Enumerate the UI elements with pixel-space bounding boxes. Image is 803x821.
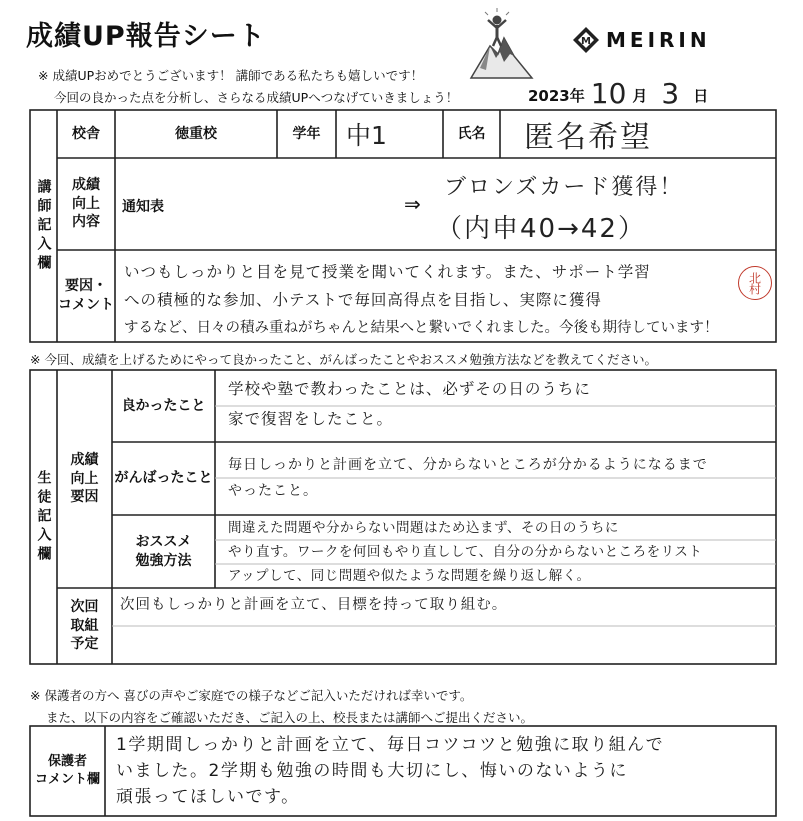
year-label: 2023年 xyxy=(528,87,585,105)
guardian-comment xyxy=(116,732,664,810)
method-label: おススメ 勉強方法 xyxy=(135,533,192,569)
teacher-comment xyxy=(124,258,719,342)
student-name-value: 匿名希望 xyxy=(524,120,652,155)
teacher-comment-line: いつもしっかりと目を見て授業を聞いてくれます。また、サポート学習 xyxy=(124,263,651,281)
effort-answer-line: やったこと。 xyxy=(228,483,318,499)
improve-label: 成績 向上 内容 xyxy=(72,176,100,231)
brand-name: MEIRIN xyxy=(606,28,711,52)
guardian-note-2: また、以下の内容をご確認いただき、ご記入の上、校長または講師へご提出ください。 xyxy=(46,710,534,725)
student-note: ※ 今回、成績を上げるためにやって良かったこと、がんばったことやおススメ勉強方法などを教えてください。 xyxy=(30,352,657,367)
grade-value: 中1 xyxy=(346,121,387,150)
next-plan-label: 次回 取組 予定 xyxy=(70,598,99,653)
month-value: 10 xyxy=(590,77,627,110)
method-answer-line: アップして、同じ問題や似たような問題を繰り返し解く。 xyxy=(228,568,591,584)
teacher-comment-line: への積極的な参加、小テストで毎回高得点を目指し、実際に獲得 xyxy=(124,291,602,309)
guardian-comment-label: 保護者 コメント欄 xyxy=(34,754,100,787)
guardian-comment-line: 1学期間しっかりと計画を立て、毎日コツコツと勉強に取り組んで xyxy=(116,735,665,755)
school-value: 徳重校 xyxy=(175,125,217,142)
grade-label: 学年 xyxy=(292,125,321,142)
day-value: 3 xyxy=(661,77,680,110)
header-note-2: 今回の良かった点を分析し、さらなる成績UPへつなげていきましょう！ xyxy=(54,90,459,105)
effort-label: がんばったこと xyxy=(114,470,213,487)
good-answer xyxy=(228,374,591,434)
improve-detail: （内申40→42） xyxy=(436,214,646,244)
day-label: 日 xyxy=(693,87,709,105)
improve-result: ブロンズカード獲得！ xyxy=(444,175,684,200)
month-label: 月 xyxy=(632,87,648,105)
arrow-symbol: ⇒ xyxy=(404,192,421,216)
svg-text:M: M xyxy=(581,36,591,47)
method-answer-line: 間違えた問題や分からない問題はため込まず、その日のうちに xyxy=(228,520,619,536)
factor-label: 成績 向上 要因 xyxy=(70,451,99,506)
guardian-comment-line: いました。2学期も勉強の時間も大切にし、悔いのないように xyxy=(116,761,628,781)
good-label: 良かったこと xyxy=(121,397,206,414)
teacher-seal-stamp: 北村 xyxy=(738,266,772,300)
effort-answer-line: 毎日しっかりと計画を立て、分からないところが分かるようになるまで xyxy=(228,457,708,473)
guardian-comment-line: 頑張ってほしいです。 xyxy=(116,787,300,807)
method-answer xyxy=(228,516,702,588)
guardian-note-1: ※ 保護者の方へ 喜びの声やご家庭での様子などご記入いただければ幸いです。 xyxy=(30,688,473,703)
header-note-1: ※ 成績UPおめでとうございます！ 講師である私たちも嬉しいです！ xyxy=(38,68,424,83)
method-answer-line: やり直す。ワークを何回もやり直しして、自分の分からないところをリスト xyxy=(228,544,703,560)
sheet-title: 成績UP報告シート xyxy=(26,21,266,52)
good-answer-line: 学校や塾で教わったことは、必ずその日のうちに xyxy=(228,380,591,398)
school-label: 校舎 xyxy=(72,125,100,142)
teacher-comment-line: するなど、日々の積み重ねがちゃんと結果へと繋いでくれました。今後も期待しています！ xyxy=(124,320,719,336)
teacher-side-label: 講師記入欄 xyxy=(35,178,52,274)
name-label: 氏名 xyxy=(457,125,486,142)
improve-type: 通知表 xyxy=(122,199,164,215)
effort-answer xyxy=(228,452,708,504)
good-answer-line: 家で復習をしたこと。 xyxy=(228,410,394,428)
student-side-label: 生徒記入欄 xyxy=(35,469,52,565)
next-plan-answer: 次回もしっかりと計画を立て、目標を持って取り組む。 xyxy=(120,597,508,613)
comment-label: 要因・ コメント xyxy=(58,278,114,313)
